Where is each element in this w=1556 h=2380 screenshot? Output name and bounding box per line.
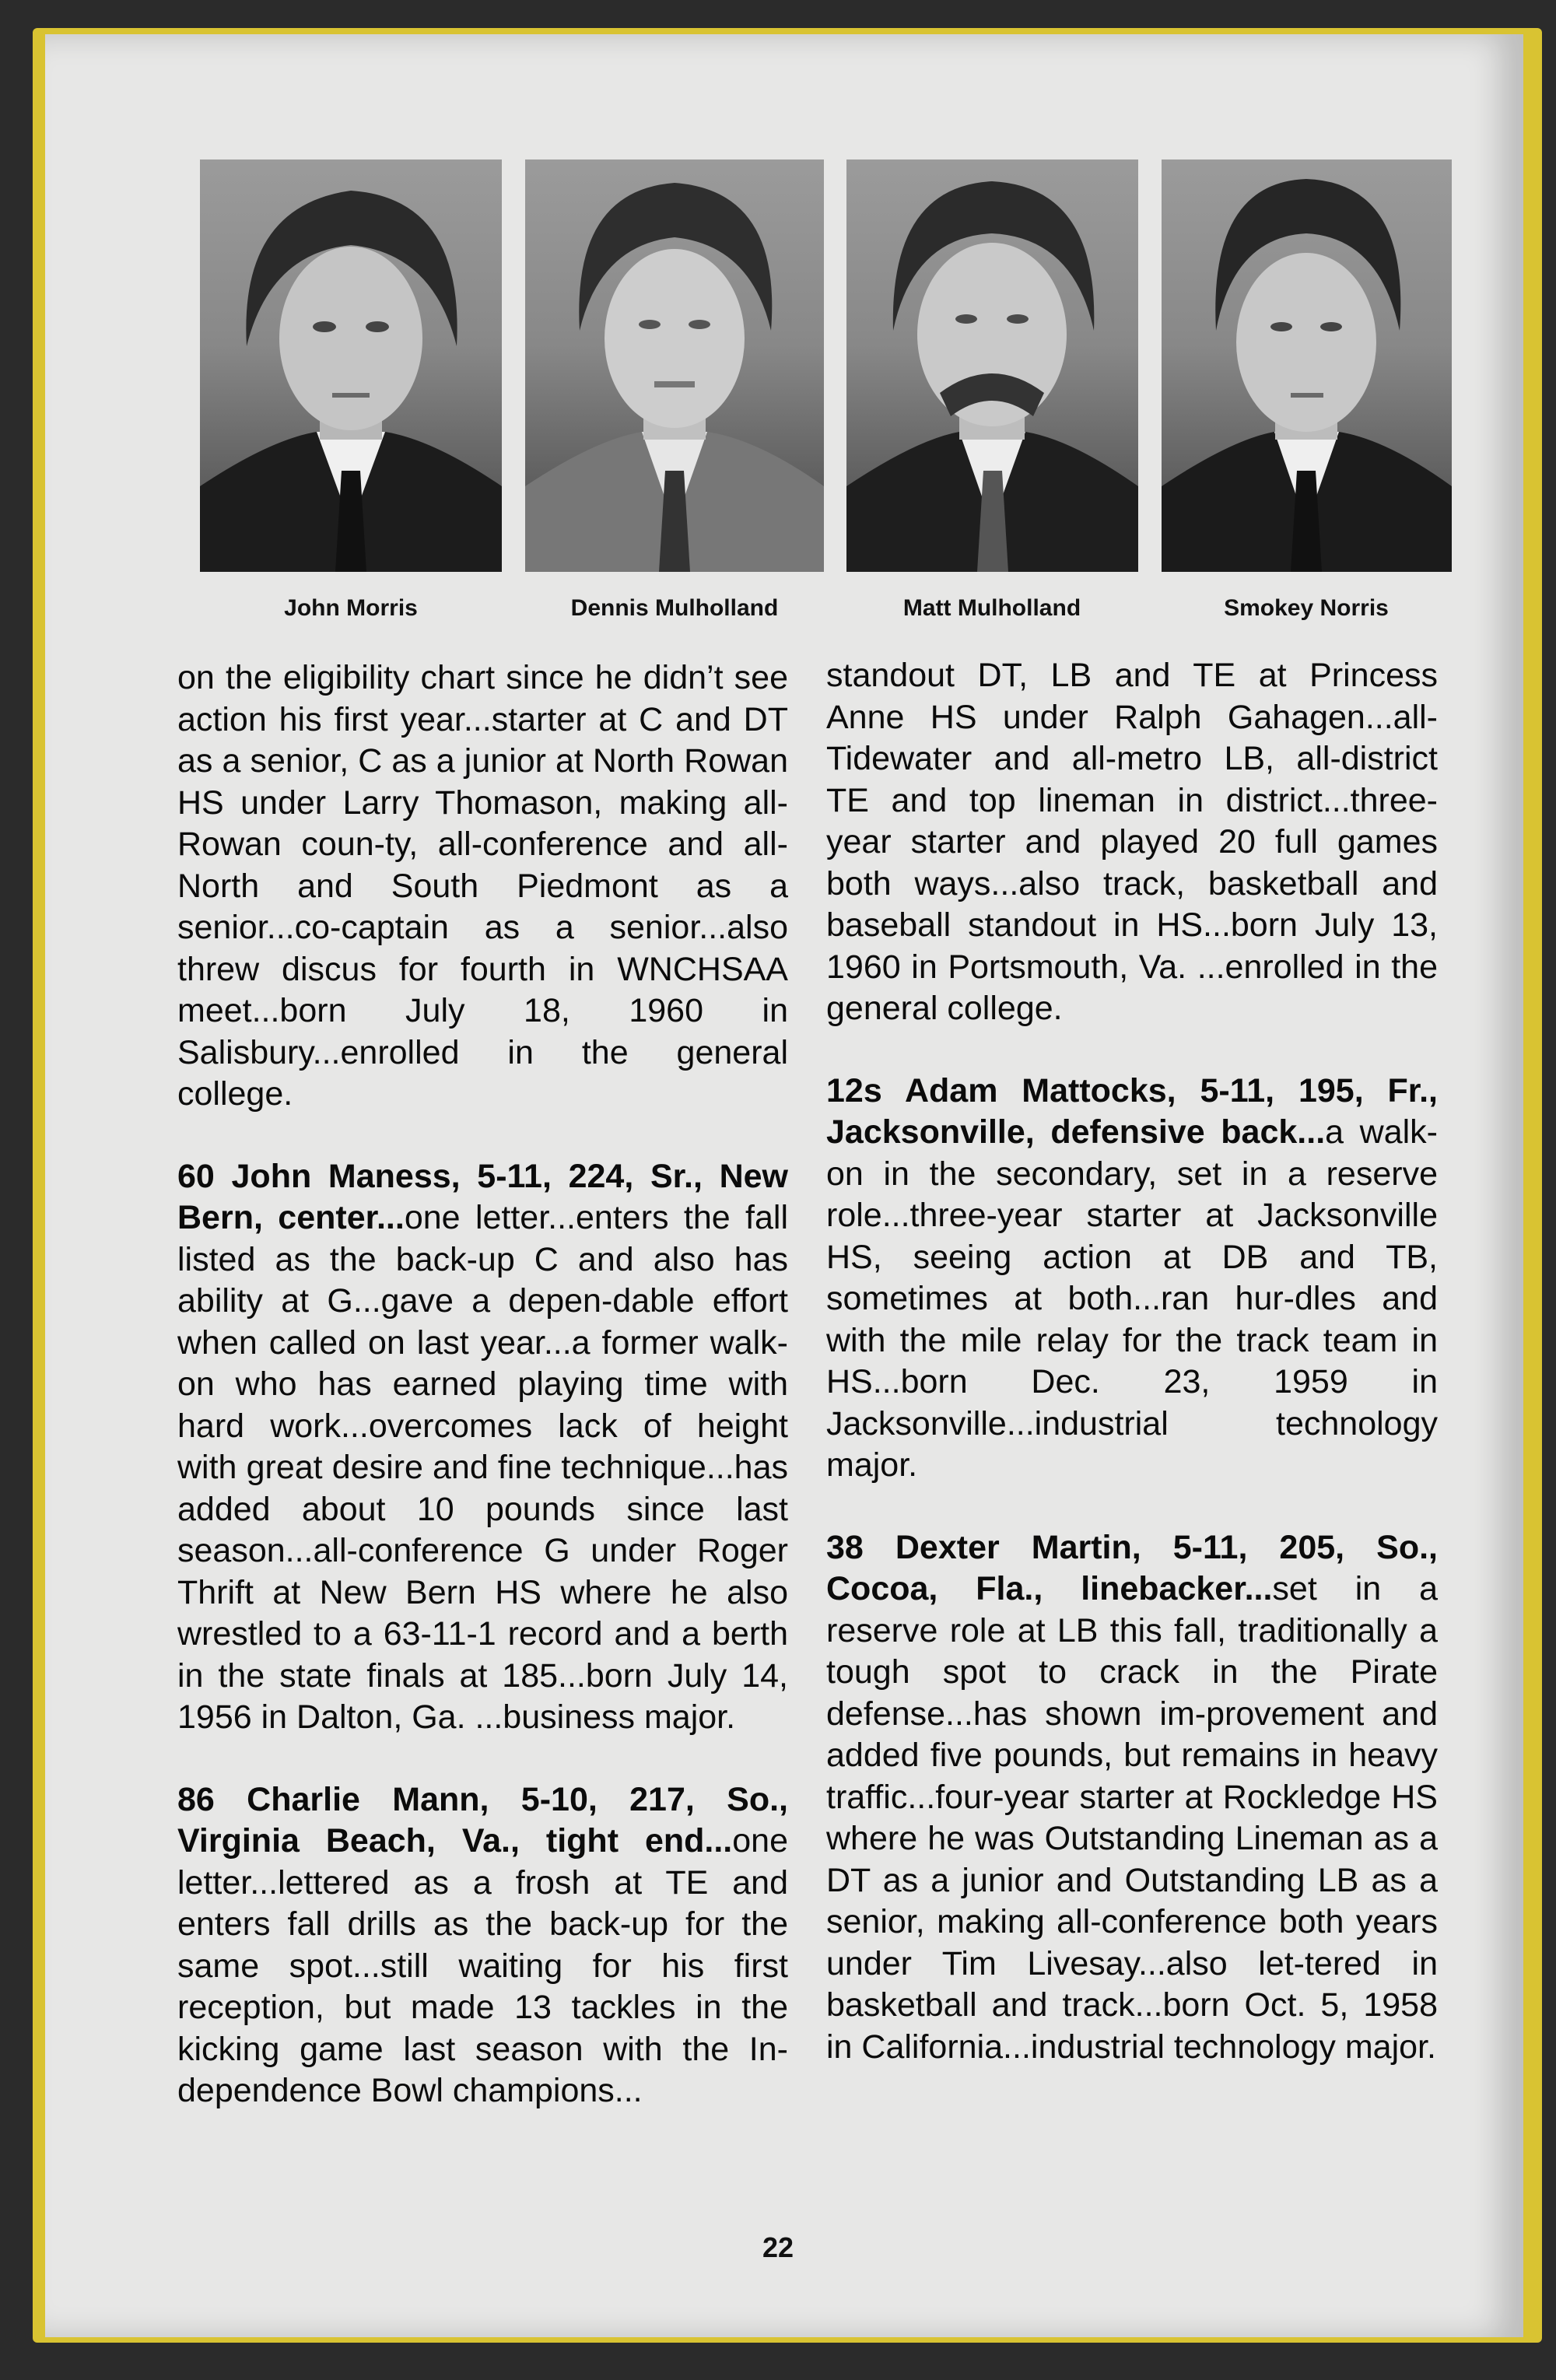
player-bio-maness: one letter...enters the fall listed as the back-up C and also has ability at G...gave a depen-dable effort when called on last year...a former walk-on who has earned playing time with hard work...overcomes lack of height with great desire and fine technique...has added about 10 pounds since last season...all-conference G under Roger Thrift at New Bern HS where he also wrestled to a 63-11-1 record and a berth in the state finals at 185...born July 14, 1956 in Dalton, Ga. ...business major. bbox=[177, 1199, 788, 1736]
caption-matt-mulholland: Matt Mulholland bbox=[902, 595, 1081, 621]
player-bio-mann: one letter...lettered as a frosh at TE and enters fall drills as the back-up for the same spot...still waiting for his first reception, but made 13 tackles in the kicking game last season with the In-dependence Bowl champions... bbox=[177, 1822, 788, 2109]
player-bio-mattocks: a walk-on in the secondary, set in a reserve role...three-year starter at Jacksonville HS, seeing action at DB and TB, sometimes at both...ran hur-dles and with the mile relay for the track team in HS...born Dec. 23, 1959 in Jacksonville...industrial technology major. bbox=[826, 1113, 1438, 1484]
player-heading-mann: 86 Charlie Mann, 5-10, 217, So., Virginia Beach, Va., tight end... bbox=[177, 1780, 788, 1859]
left-column bbox=[177, 657, 788, 2112]
player-bio-martin: set in a reserve role at LB this fall, traditionally a tough spot to crack in the Pirate defense...has shown im-provement and added five pounds, but remains in heavy traffic...four-year starter at Rockledge HS where he was Outstanding Lineman as a DT as a junior and Outstanding LB as a senior, making all-conference both years under Tim Livesay...also let-tered in basketball and track...born Oct. 5, 1958 in California...industrial technology major. bbox=[826, 1570, 1438, 2066]
right-column bbox=[826, 655, 1438, 2068]
player-entry-mann bbox=[177, 1779, 788, 2112]
photo-john-morris bbox=[200, 159, 502, 572]
player-heading-mattocks: 12s Adam Mattocks, 5-11, 195, Fr., Jacksonville, defensive back... bbox=[826, 1071, 1438, 1151]
caption-smokey-norris: Smokey Norris bbox=[1224, 595, 1389, 621]
player-entry-martin bbox=[826, 1527, 1438, 2069]
caption-dennis-mulholland: Dennis Mulholland bbox=[570, 595, 779, 621]
photo-matt-mulholland bbox=[846, 159, 1138, 572]
player-heading-martin: 38 Dexter Martin, 5-11, 205, So., Cocoa, Fla., linebacker... bbox=[826, 1528, 1438, 1607]
left-intro-paragraph: on the eligibility chart since he didn’t see action his first year...starter at C and DT as a senior, C as a junior at North Rowan HS under Larry Thomason, making all-Rowan coun-ty, all-conference and all-North and South Piedmont as a senior...co-captain as a senior...also threw discus for fourth in WNCHSAA meet...born July 18, 1960 in Salisbury...enrolled in the general college. bbox=[177, 659, 788, 1113]
player-heading-maness: 60 John Maness, 5-11, 224, Sr., New Bern, center... bbox=[177, 1157, 788, 1236]
page-number: 22 bbox=[762, 2231, 794, 2263]
right-intro-paragraph: standout DT, LB and TE at Princess Anne HS under Ralph Gahagen...all-Tidewater and all-metro LB, all-district TE and top lineman in district...three-year starter and played 20 full games both ways...also track, basketball and baseball standout in HS...born July 13, 1960 in Portsmouth, Va. ...enrolled in the general college. bbox=[826, 657, 1438, 1027]
caption-john-morris: John Morris bbox=[284, 595, 418, 621]
player-entry-mattocks bbox=[826, 1071, 1438, 1487]
photo-dennis-mulholland bbox=[525, 159, 824, 572]
player-entry-maness bbox=[177, 1156, 788, 1739]
photo-smokey-norris bbox=[1162, 159, 1452, 572]
